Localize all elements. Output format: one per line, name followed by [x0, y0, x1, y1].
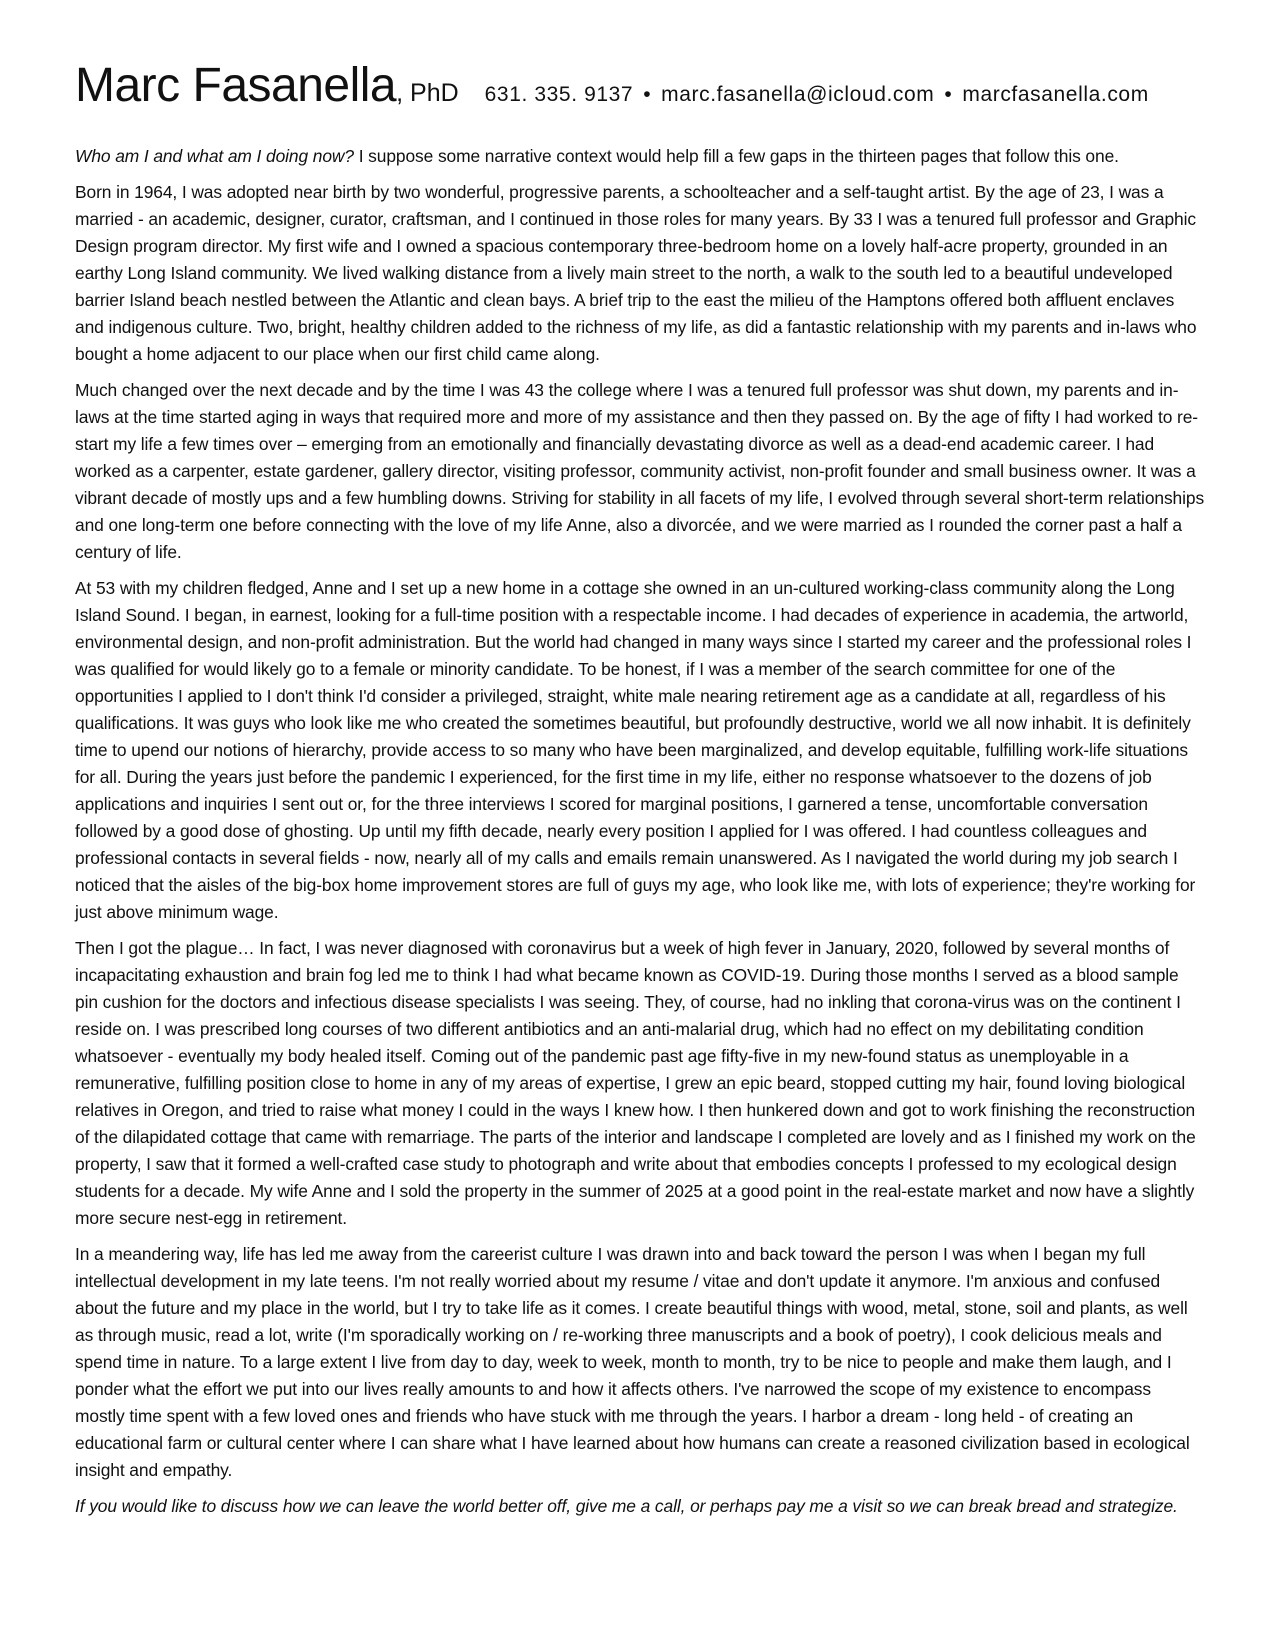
author-credential: , PhD	[396, 79, 459, 107]
website-address: marcfasanella.com	[962, 83, 1149, 106]
closing-line: If you would like to discuss how we can leave the world better off, give me a call, or perhaps pay me a visit so we can break bread and strategize.	[75, 1496, 1178, 1516]
intro-question: Who am I and what am I doing now?	[75, 146, 354, 166]
intro-text: I suppose some narrative context would help fill a few gaps in the thirteen pages that follow this one.	[353, 146, 1119, 166]
author-name: Marc Fasanella	[75, 59, 397, 112]
letterhead	[75, 58, 1205, 113]
body-paragraph-4: Then I got the plague… In fact, I was never diagnosed with coronavirus but a week of high fever in January, 2020, followed by several months of incapacitating exhaustion and brain fog led me to think I had what became known as COVID-19. During those months I served as a blood sample pin cushion for the doctors and infectious disease specialists I was seeing. They, of course, had no inkling that corona-virus was on the continent I reside on. I was prescribed long courses of two different antibiotics and an anti-malarial drug, which had no effect on my debilitating condition whatsoever - eventually my body healed itself. Coming out of the pandemic past age fifty-five in my new-found status as unemployable in a remunerative, fulfilling position close to home in any of my areas of expertise, I grew an epic beard, stopped cutting my hair, found loving biological relatives in Oregon, and tried to raise what money I could in the ways I knew how. I then hunkered down and got to work finishing the reconstruction of the dilapidated cottage that came with remarriage. The parts of the interior and landscape I completed are lovely and as I finished my work on the property, I saw that it formed a well-crafted case study to photograph and write about that embodies concepts I professed to my ecological design students for a decade. My wife Anne and I sold the property in the summer of 2025 at a good point in the real-estate market and now have a slightly more secure nest-egg in retirement.	[75, 938, 1196, 1228]
body-paragraph-3: At 53 with my children fledged, Anne and I set up a new home in a cottage she owned in an un-cultured working-class community along the Long Island Sound. I began, in earnest, looking for a full-time position with a respectable income. I had decades of experience in academia, the artworld, environmental design, and non-profit administration. But the world had changed in many ways since I started my career and the professional roles I was qualified for would likely go to a female or minority candidate. To be honest, if I was a member of the search committee for one of the opportunities I applied to I don't think I'd consider a privileged, straight, white male nearing retirement age as a candidate at all, regardless of his qualifications. It was guys who look like me who created the sometimes beautiful, but profoundly destructive, world we all now inhabit. It is definitely time to upend our notions of hierarchy, provide access to so many who have been marginalized, and develop equitable, fulfilling work-life situations for all. During the years just before the pandemic I experienced, for the first time in my life, either no response whatsoever to the dozens of job applications and inquiries I sent out or, for the three interviews I scored for marginal positions, I garnered a tense, uncomfortable conversation followed by a good dose of ghosting. Up until my fifth decade, nearly every position I applied for I was offered. I had countless colleagues and professional contacts in several fields - now, nearly all of my calls and emails remain unanswered. As I navigated the world during my job search I noticed that the aisles of the big-box home improvement stores are full of guys my age, who look like me, with lots of experience; they're working for just above minimum wage.	[75, 578, 1196, 922]
body-paragraph-5: In a meandering way, life has led me away from the careerist culture I was drawn into and back toward the person I was when I began my full intellectual development in my late teens. I'm not really worried about my resume / vitae and don't update it anymore. I'm anxious and confused about the future and my place in the world, but I try to take life as it comes. I create beautiful things with wood, metal, stone, soil and plants, as well as through music, read a lot, write (I'm sporadically working on / re-working three manuscripts and a book of poetry), I cook delicious meals and spend time in nature. To a large extent I live from day to day, week to week, month to month, try to be nice to people and make them laugh, and I ponder what the effort we put into our lives really amounts to and how it affects others. I've narrowed the scope of my existence to encompass mostly time spent with a few loved ones and friends who have stuck with me through the years. I harbor a dream - long held - of creating an educational farm or cultural center where I can share what I have learned about how humans can create a reasoned civilization based in ecological insight and empathy.	[75, 1244, 1190, 1480]
body-paragraph-1: Born in 1964, I was adopted near birth by two wonderful, progressive parents, a schoolteacher and a self-taught artist. By the age of 23, I was a married - an academic, designer, curator, craftsman, and I continued in those roles for many years. By 33 I was a tenured full professor and Graphic Design program director. My first wife and I owned a spacious contemporary three-bedroom home on a lovely half-acre property, grounded in an earthy Long Island community. We lived walking distance from a lively main street to the north, a walk to the south led to a beautiful undeveloped barrier Island beach nestled between the Atlantic and clean bays. A brief trip to the east the milieu of the Hamptons offered both affluent enclaves and indigenous culture. Two, bright, healthy children added to the richness of my life, as did a fantastic relationship with my parents and in-laws who bought a home adjacent to our place when our first child came along.	[75, 182, 1197, 364]
phone-number: 631. 335. 9137	[484, 83, 634, 106]
document-page	[75, 58, 1205, 1529]
separator-bullet: •	[944, 83, 953, 106]
contact-line	[485, 83, 1149, 107]
body-paragraph-2: Much changed over the next decade and by the time I was 43 the college where I was a tenured full professor was shut down, my parents and in-laws at the time started aging in ways that required more and more of my assistance and then they passed on. By the age of fifty I had worked to re-start my life a few times over – emerging from an emotionally and financially devastating divorce as well as a dead-end academic career. I had worked as a carpenter, estate gardener, gallery director, visiting professor, community activist, non-profit founder and small business owner. It was a vibrant decade of mostly ups and a few humbling downs. Striving for stability in all facets of my life, I evolved through several short-term relationships and one long-term one before connecting with the love of my life Anne, also a divorcée, and we were married as I rounded the corner past a half a century of life.	[75, 380, 1205, 562]
intro-paragraph	[75, 143, 1205, 170]
separator-bullet: •	[643, 83, 652, 106]
email-address: marc.fasanella@icloud.com	[661, 83, 935, 106]
